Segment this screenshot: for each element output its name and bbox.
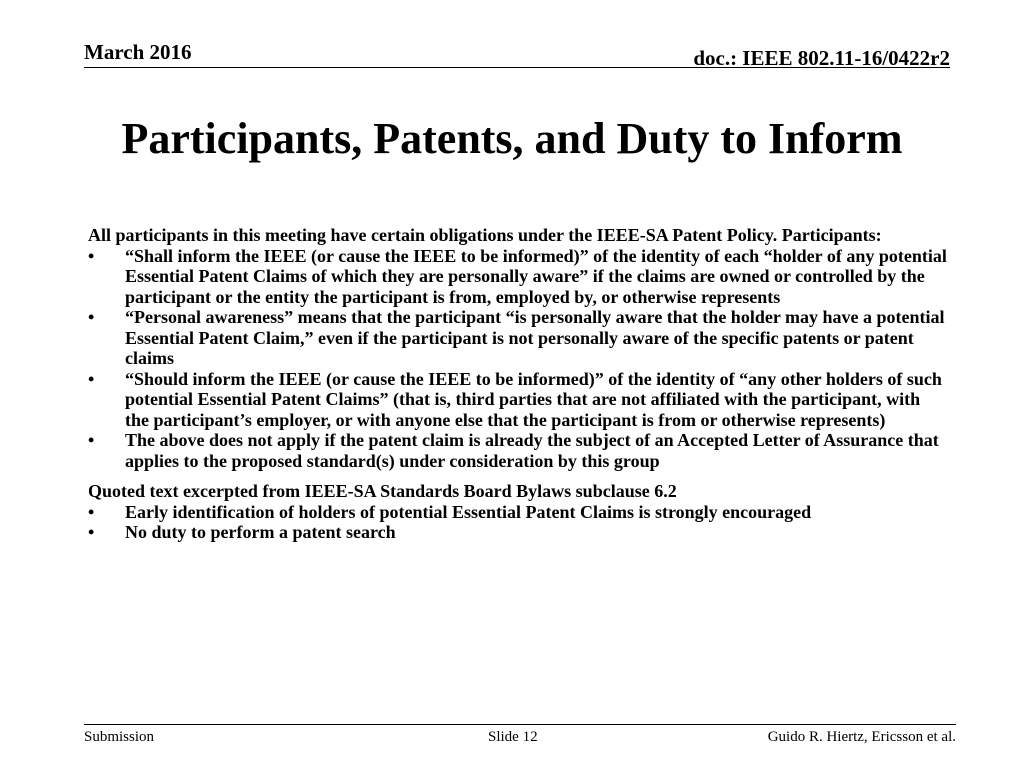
bullet-icon: • — [88, 307, 95, 327]
footer-rule — [84, 724, 956, 725]
bullet-icon: • — [88, 522, 95, 542]
slide-title: Participants, Patents, and Duty to Inform — [121, 114, 903, 163]
footer-slide-number: Slide 12 — [488, 729, 538, 745]
bullet-text: “Personal awareness” means that the participant “is personally aware that the holder may have a potential Essential Patent Claim,” even if the participant is not personally aware of the specific patents or patent claims — [125, 307, 945, 368]
header-rule — [84, 67, 950, 68]
list-item — [88, 307, 948, 369]
bullet-text: “Should inform the IEEE (or cause the IEEE to be informed)” of the identity of “any other holders of such potential Essential Patent Claims” (that is, third parties that are not affiliated with the participant, with the participant’s employer, or with anyone else that the participant is from or otherwise represents) — [125, 368, 942, 430]
bullet-text: Early identification of holders of potential Essential Patent Claims is strongly encouraged — [125, 501, 812, 522]
list-item — [88, 430, 948, 471]
bullet-icon: • — [88, 501, 95, 522]
bullet-icon: • — [88, 430, 95, 450]
bullet-icon: • — [88, 368, 95, 389]
list-item — [88, 369, 948, 431]
intro-paragraph: All participants in this meeting have certain obligations under the IEEE-SA Patent Policy. Participants: — [88, 225, 882, 245]
quote-note: Quoted text excerpted from IEEE-SA Standards Board Bylaws subclause 6.2 — [88, 481, 677, 501]
list-item — [88, 502, 948, 523]
header-doc-id: doc.: IEEE 802.11-16/0422r2 — [693, 46, 950, 70]
list-item — [88, 522, 948, 543]
footer-author: Guido R. Hiertz, Ericsson et al. — [767, 729, 956, 745]
footer-submission: Submission — [84, 729, 155, 745]
list-item — [88, 246, 948, 308]
bullet-icon: • — [88, 245, 95, 266]
bullet-text: No duty to perform a patent search — [125, 522, 396, 542]
slide-body — [88, 225, 948, 543]
bullet-text: “Shall inform the IEEE (or cause the IEEE to be informed)” of the identity of each “holder of any potential Essential Patent Claims of which they are personally aware” if the claims are owned or controlled by the participant or the entity the participant is from, employed by, or otherwise represents — [125, 245, 947, 307]
header-date: March 2016 — [84, 40, 192, 64]
bullet-text: The above does not apply if the patent claim is already the subject of an Accepted Letter of Assurance that applies to the proposed standard(s) under consideration by this group — [125, 430, 939, 471]
